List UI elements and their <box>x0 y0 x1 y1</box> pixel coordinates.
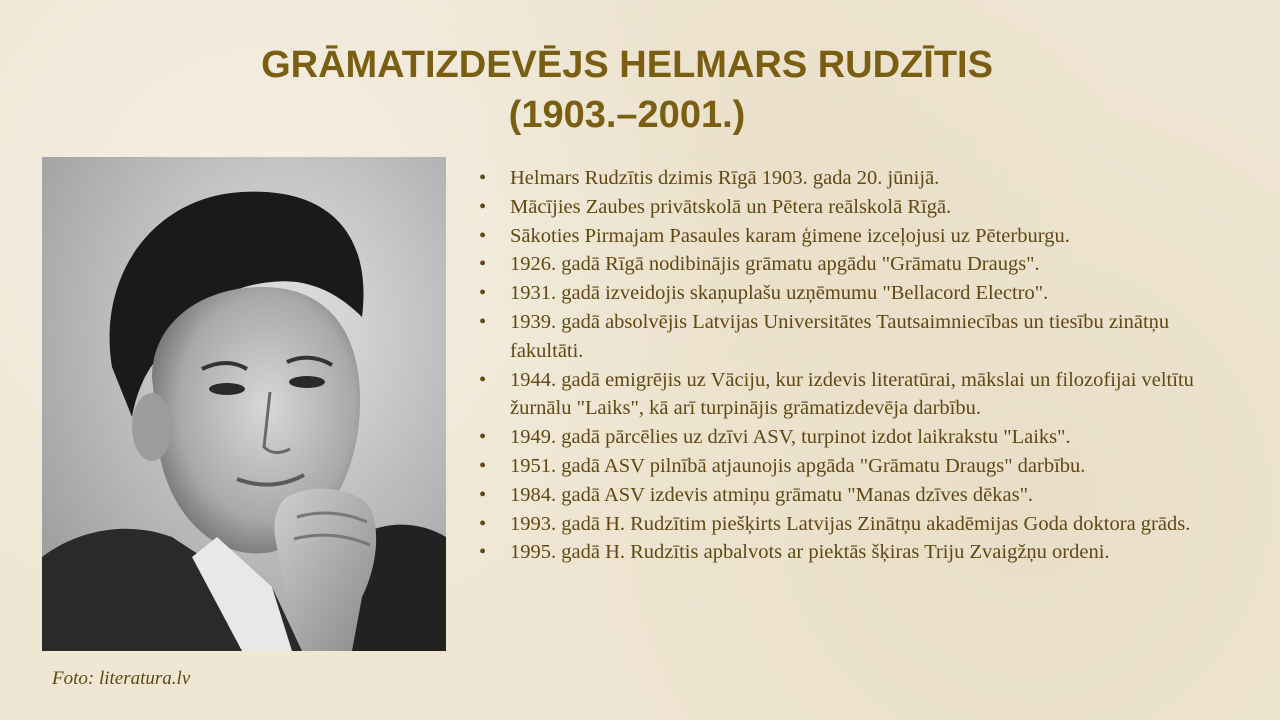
list-item: • 1995. gadā H. Rudzītis apbalvots ar piektās šķiras Triju Zvaigžņu ordeni. <box>479 538 1239 567</box>
list-item: • 1944. gadā emigrējis uz Vāciju, kur izdevis literatūrai, mākslai un filozofijai veltītu žurnālu "Laiks", kā arī turpinājis grāmatizdevēja darbību. <box>479 366 1239 424</box>
title-line-1: GRĀMATIZDEVĒJS HELMARS RUDZĪTIS <box>261 44 993 86</box>
list-item: • 1939. gadā absolvējis Latvijas Universitātes Tautsaimniecības un tiesību zinātņu fakultāti. <box>479 308 1239 366</box>
list-item: • Sākoties Pirmajam Pasaules karam ģimene izceļojusi uz Pēterburgu. <box>479 222 1239 251</box>
photo-caption: Foto: literatura.lv <box>52 668 191 689</box>
portrait-image <box>42 157 446 651</box>
biography-list <box>479 164 1239 567</box>
list-item: • 1951. gadā ASV pilnībā atjaunojis apgāda "Grāmatu Draugs" darbību. <box>479 452 1239 481</box>
list-item: • 1926. gadā Rīgā nodibinājis grāmatu apgādu "Grāmatu Draugs". <box>479 250 1239 279</box>
list-item: • 1984. gadā ASV izdevis atmiņu grāmatu "Manas dzīves dēkas". <box>479 481 1239 510</box>
list-item: • 1931. gadā izveidojis skaņuplašu uzņēmumu "Bellacord Electro". <box>479 279 1239 308</box>
list-item: • 1949. gadā pārcēlies uz dzīvi ASV, turpinot izdot laikrakstu "Laiks". <box>479 423 1239 452</box>
title-line-2: (1903.–2001.) <box>508 94 746 136</box>
list-item: • 1993. gadā H. Rudzītim piešķirts Latvijas Zinātņu akadēmijas Goda doktora grāds. <box>479 510 1239 539</box>
portrait-photo <box>42 157 446 651</box>
list-item: • Mācījies Zaubes privātskolā un Pētera reālskolā Rīgā. <box>479 193 1239 222</box>
page-title <box>0 40 1254 140</box>
list-item: • Helmars Rudzītis dzimis Rīgā 1903. gada 20. jūnijā. <box>479 164 1239 193</box>
